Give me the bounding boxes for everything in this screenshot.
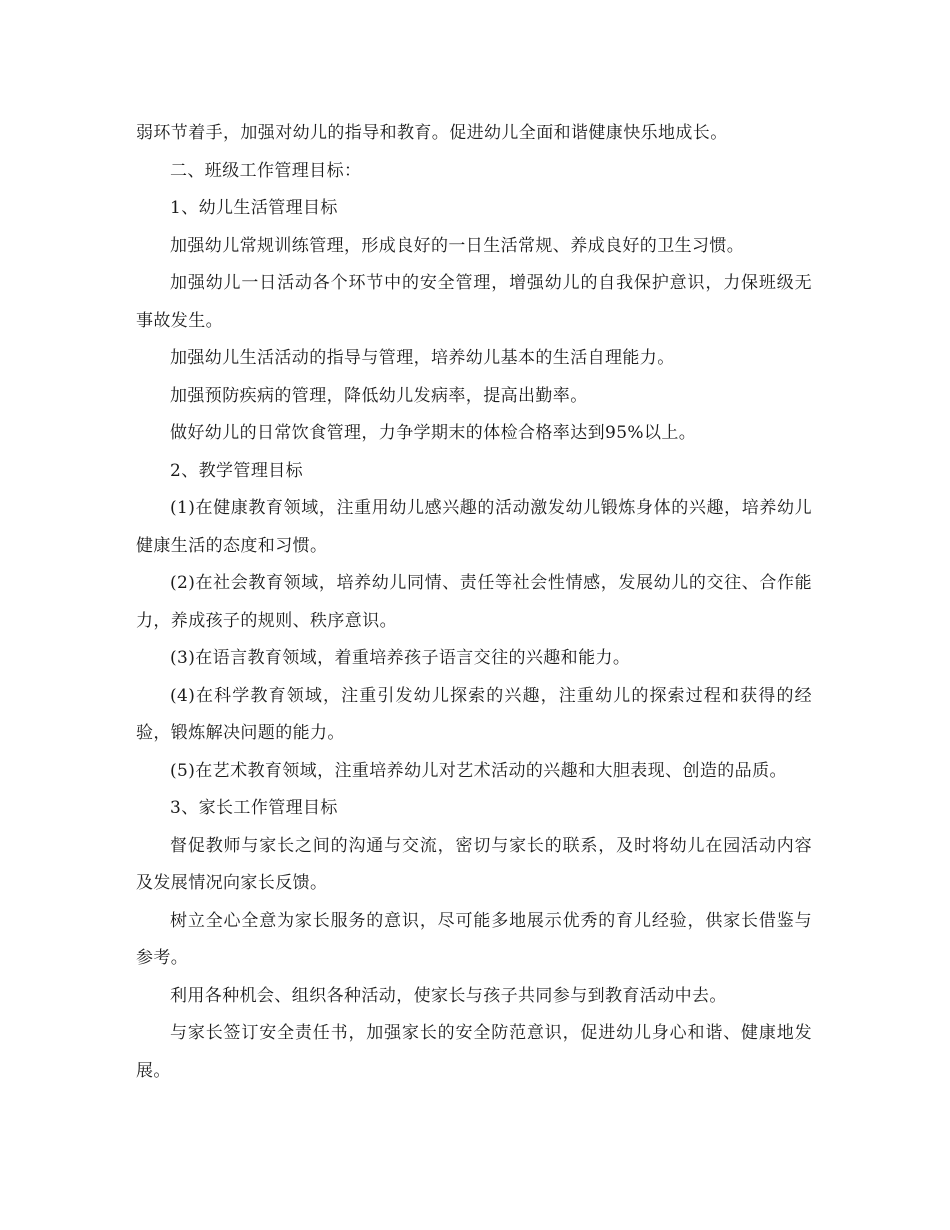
paragraph: 利用各种机会、组织各种活动，使家长与孩子共同参与到教育活动中去。 (170, 985, 727, 1006)
list-item-art: (5)在艺术教育领域，注重培养幼儿对艺术活动的兴趣和大胆表现、创造的品质。 (170, 760, 787, 781)
document-body (136, 115, 812, 1090)
paragraph: 加强预防疾病的管理，降低幼儿发病率，提高出勤率。 (170, 385, 588, 406)
section-heading-class-management-goals: 二、班级工作管理目标： (170, 160, 362, 181)
paragraph: 与家长签订安全责任书，加强家长的安全防范意识，促进幼儿身心和谐、健康地发展。 (136, 1023, 812, 1081)
paragraph: 加强幼儿一日活动各个环节中的安全管理，增强幼儿的自我保护意识，力保班级无事故发生。 (136, 273, 812, 331)
paragraph: 加强幼儿常规训练管理，形成良好的一日生活常规、养成良好的卫生习惯。 (170, 235, 745, 256)
paragraph: 督促教师与家长之间的沟通与交流，密切与家长的联系，及时将幼儿在园活动内容及发展情况向家长反馈。 (136, 835, 812, 893)
list-item-language: (3)在语言教育领域，着重培养孩子语言交往的兴趣和能力。 (170, 648, 631, 668)
list-item-social: (2)在社会教育领域，培养幼儿同情、责任等社会性情感，发展幼儿的交往、合作能力，养成孩子的规则、秩序意识。 (136, 573, 812, 631)
subheading-parent-work: 3、家长工作管理目标 (170, 798, 338, 818)
paragraph-continuation: 弱环节着手，加强对幼儿的指导和教育。促进幼儿全面和谐健康快乐地成长。 (136, 123, 728, 143)
list-item-health: (1)在健康教育领域，注重用幼儿感兴趣的活动激发幼儿锻炼身体的兴趣，培养幼儿健康生活的态度和习惯。 (136, 498, 812, 556)
paragraph: 加强幼儿生活活动的指导与管理，培养幼儿基本的生活自理能力。 (170, 348, 675, 368)
paragraph: 树立全心全意为家长服务的意识，尽可能多地展示优秀的育儿经验，供家长借鉴与参考。 (136, 910, 812, 968)
subheading-life-management: 1、幼儿生活管理目标 (170, 198, 338, 218)
paragraph: 做好幼儿的日常饮食管理，力争学期末的体检合格率达到95%以上。 (170, 423, 697, 443)
subheading-teaching-management: 2、教学管理目标 (170, 460, 304, 481)
list-item-science: (4)在科学教育领域，注重引发幼儿探索的兴趣，注重幼儿的探索过程和获得的经验，锻炼解决问题的能力。 (136, 685, 812, 743)
